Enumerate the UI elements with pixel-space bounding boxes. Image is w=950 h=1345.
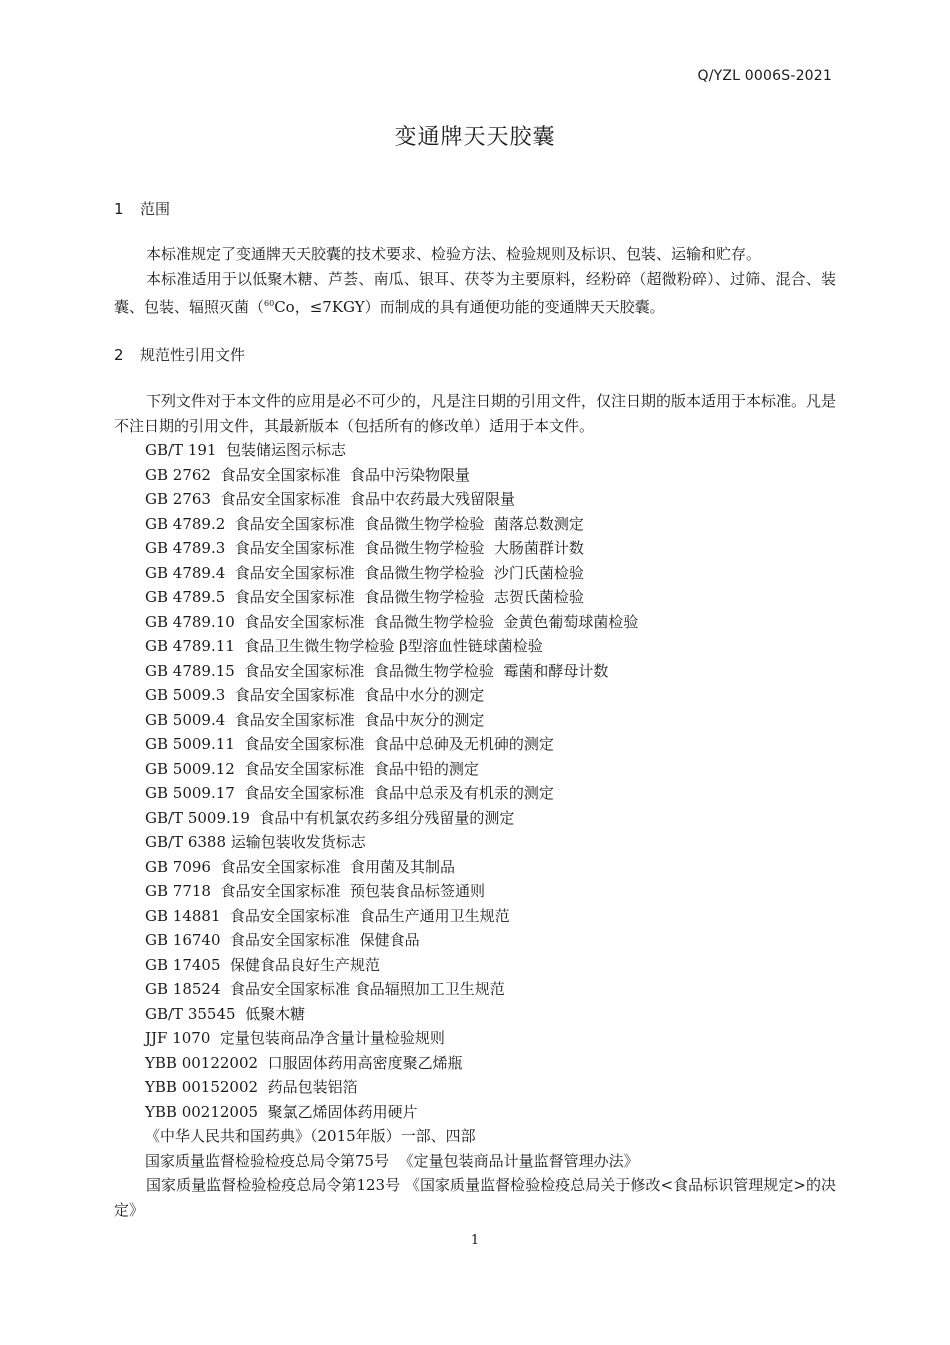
references-intro-paragraph: 下列文件对于本文件的应用是必不可少的，凡是注日期的引用文件，仅注日期的版本适用于本标准。凡是不注日期的引用文件，其最新版本（包括所有的修改单）适用于本文件。 [114, 392, 837, 435]
document-title: 变通牌天天胶囊 [394, 125, 556, 150]
scope-paragraph-2 [114, 267, 836, 319]
reference-item: GB 4789.10 食品安全国家标准 食品微生物学检验 金黄色葡萄球菌检验 [145, 612, 639, 631]
reference-item: GB 2762 食品安全国家标准 食品中污染物限量 [145, 465, 471, 484]
scope-text-a: 本标准适用于以低聚木糖、芦荟、南瓜、银耳、茯苓为主要原料，经粉碎（超微粉碎）、过筛、混合、装囊、包装、辐照灭菌（ [114, 270, 836, 316]
section-title: 范围 [140, 200, 171, 218]
reference-item: GB/T 191 包装储运图示标志 [145, 441, 346, 459]
reference-item: 国家质量监督检验检疫总局令第75号 《定量包装商品计量监督管理办法》 [145, 1151, 639, 1170]
scope-text-b: Co，≤7KGY）而制成的具有通便功能的变通牌天天胶囊。 [274, 297, 665, 316]
reference-item: GB 7718 食品安全国家标准 预包装食品标签通则 [145, 882, 486, 900]
reference-item: GB 18524 食品安全国家标准 食品辐照加工卫生规范 [145, 980, 505, 998]
section-title: 规范性引用文件 [140, 346, 246, 364]
reference-item: GB/T 5009.19 食品中有机氯农药多组分残留量的测定 [145, 808, 515, 827]
reference-list [145, 438, 836, 1173]
reference-item: GB 5009.4 食品安全国家标准 食品中灰分的测定 [145, 710, 485, 729]
reference-item: YBB 00212005 聚氯乙烯固体药用硬片 [145, 1102, 418, 1121]
reference-item: 《中华人民共和国药典》（2015年版）一部、四部 [145, 1127, 476, 1145]
section-heading-normative-references [114, 344, 245, 365]
section-number: 1 [114, 200, 124, 218]
reference-item: YBB 00122002 口服固体药用高密度聚乙烯瓶 [145, 1053, 463, 1072]
reference-item: GB 7096 食品安全国家标准 食用菌及其制品 [145, 857, 456, 876]
section-number: 2 [114, 346, 124, 364]
reference-item: YBB 00152002 药品包装铝箔 [145, 1078, 358, 1096]
section-heading-scope [114, 198, 170, 219]
reference-item: GB 4789.11 食品卫生微生物学检验 β型溶血性链球菌检验 [145, 637, 543, 655]
reference-item: GB/T 6388 运输包装收发货标志 [145, 833, 366, 851]
reference-item: JJF 1070 定量包装商品净含量计量检验规则 [145, 1029, 445, 1047]
standard-code: Q/YZL 0006S-2021 [697, 68, 832, 84]
reference-item: GB 16740 食品安全国家标准 保健食品 [145, 931, 420, 949]
reference-item: GB 4789.4 食品安全国家标准 食品微生物学检验 沙门氏菌检验 [145, 563, 584, 582]
reference-item: GB 5009.17 食品安全国家标准 食品中总汞及有机汞的测定 [145, 784, 554, 802]
reference-item: GB/T 35545 低聚木糖 [145, 1004, 306, 1023]
reference-item-wrapped: 国家质量监督检验检疫总局令第123号 《国家质量监督检验检疫总局关于修改<食品标识管理规定>的决定》 [114, 1176, 836, 1219]
isotope-mass-number: 60 [264, 298, 275, 308]
reference-item: GB 4789.2 食品安全国家标准 食品微生物学检验 菌落总数测定 [145, 514, 584, 533]
reference-item: GB 17405 保健食品良好生产规范 [145, 955, 381, 974]
reference-item: GB 14881 食品安全国家标准 食品生产通用卫生规范 [145, 906, 510, 925]
reference-item: GB 4789.3 食品安全国家标准 食品微生物学检验 大肠菌群计数 [145, 539, 584, 557]
scope-paragraph-1: 本标准规定了变通牌天天胶囊的技术要求、检验方法、检验规则及标识、包装、运输和贮存。 [146, 245, 762, 263]
reference-item: GB 4789.5 食品安全国家标准 食品微生物学检验 志贺氏菌检验 [145, 588, 584, 606]
reference-item: GB 2763 食品安全国家标准 食品中农药最大残留限量 [145, 490, 516, 508]
reference-item: GB 4789.15 食品安全国家标准 食品微生物学检验 霉菌和酵母计数 [145, 661, 609, 680]
reference-item: GB 5009.12 食品安全国家标准 食品中铅的测定 [145, 759, 479, 778]
reference-item: GB 5009.11 食品安全国家标准 食品中总砷及无机砷的测定 [145, 735, 554, 753]
reference-item: GB 5009.3 食品安全国家标准 食品中水分的测定 [145, 686, 485, 704]
page-number: 1 [470, 1233, 480, 1248]
